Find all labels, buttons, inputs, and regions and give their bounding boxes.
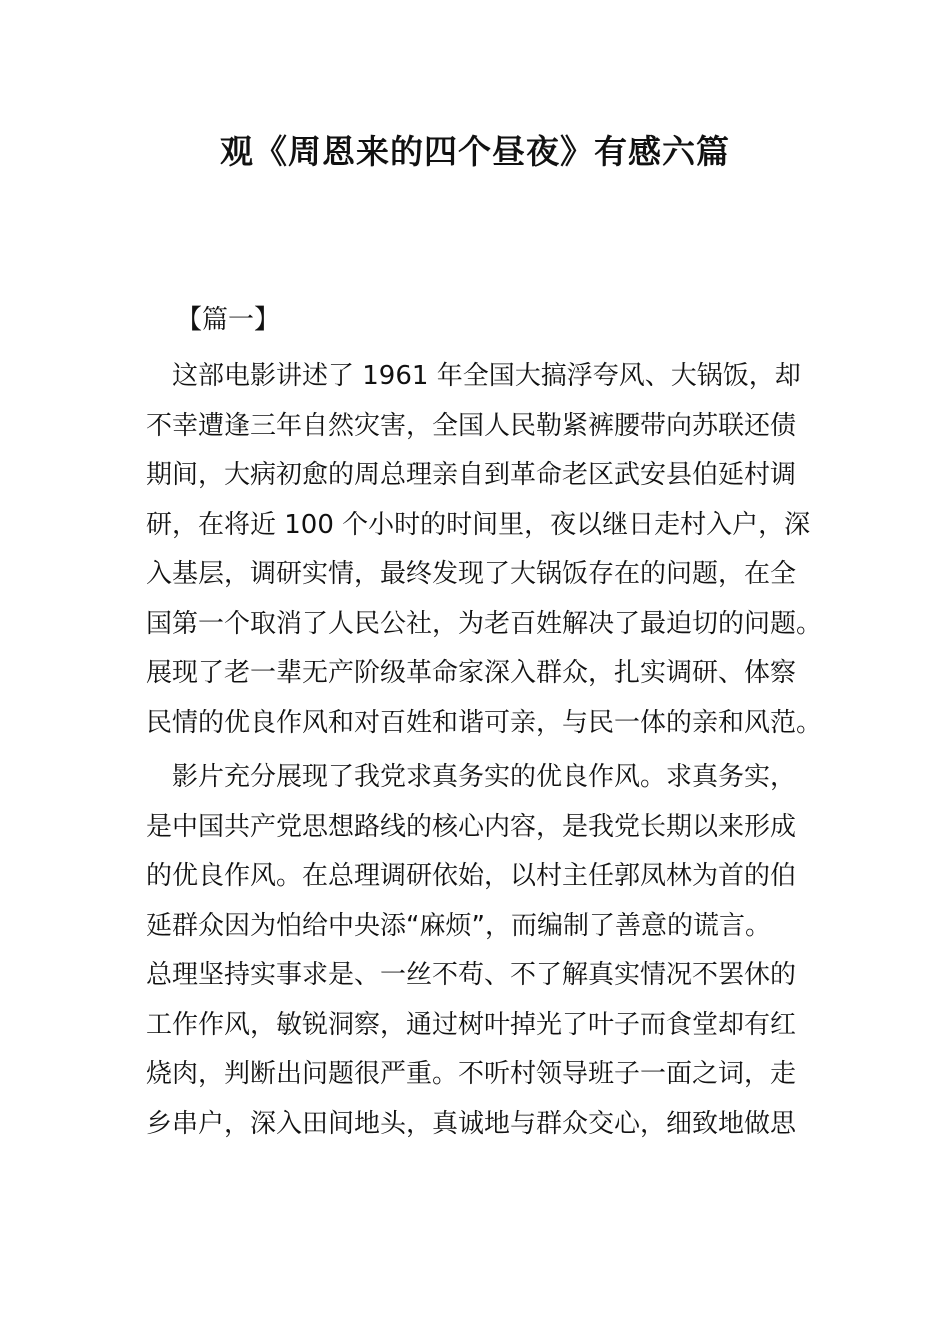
paragraph-line: 民情的优良作风和对百姓和谐可亲，与民一体的亲和风范。 xyxy=(146,707,823,738)
section-heading: 【篇一】 xyxy=(176,305,281,335)
paragraph-1 xyxy=(146,352,823,748)
paragraph-line: 不幸遭逢三年自然灾害，全国人民勒紧裤腰带向苏联还债 xyxy=(146,410,797,441)
paragraph-line: 的优良作风。在总理调研依始，以村主任郭凤林为首的伯 xyxy=(146,861,797,891)
paragraph-line: 影片充分展现了我党求真务实的优良作风。求真务实， xyxy=(146,762,797,792)
paragraph-line: 入基层，调研实情，最终发现了大锅饭存在的问题，在全 xyxy=(146,559,797,589)
document-title: 观《周恩来的四个昼夜》有感六篇 xyxy=(220,132,730,171)
paragraph-line: 总理坚持实事求是、一丝不苟、不了解真实情况不罢休的 xyxy=(146,960,797,990)
paragraph-line: 展现了老一辈无产阶级革命家深入群众，扎实调研、体察 xyxy=(146,658,797,688)
paragraph-line: 乡串户，深入田间地头，真诚地与群众交心，细致地做思 xyxy=(146,1108,797,1139)
paragraph-line: 延群众因为怕给中央添“麻烦”，而编制了善意的谎言。 xyxy=(146,910,771,941)
paragraph-line: 烧肉，判断出问题很严重。不听村领导班子一面之词，走 xyxy=(146,1059,797,1089)
paragraph-line: 期间，大病初愈的周总理亲自到革命老区武安县伯延村调 xyxy=(146,460,797,490)
paragraph-line: 是中国共产党思想路线的核心内容，是我党长期以来形成 xyxy=(146,811,797,842)
paragraph-line: 研，在将近 100 个小时的时间里，夜以继日走村入户，深 xyxy=(146,509,811,540)
paragraph-line: 工作作风，敏锐洞察，通过树叶掉光了叶子而食堂却有红 xyxy=(146,1009,797,1040)
paragraph-line: 国第一个取消了人民公社，为老百姓解决了最迫切的问题。 xyxy=(146,608,823,639)
paragraph-line: 这部电影讲述了 1961 年全国大搞浮夸风、大锅饭，却 xyxy=(146,361,801,391)
paragraph-2 xyxy=(146,753,806,1149)
